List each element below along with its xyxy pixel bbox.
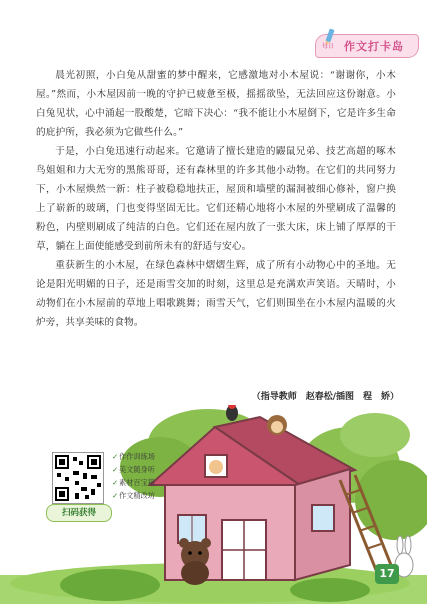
paragraph-2: 于是，小白兔迅速行动起来。它邀请了擅长建造的鼹鼠兄弟、技艺高超的啄木鸟姐姐和力大无穷的黑熊哥哥，还有森林里的许多其他小动物。在它们的共同努力下，小木屋焕然一新：柱子被稳稳地扶正，屋顶和墙壁的漏洞被细心修补，窗户换上了崭新的玻璃，门也变得坚固无比。它们还精心地将小木屋的外壁刷成了温馨的粉色，内壁则刷成了纯洁的白色。它们还在屋内放了一张大床，床上铺了厚厚的干草，躺在上面使能感受到前所未有的舒适与安心。 [36, 146, 396, 252]
badge-title: 作文打卡岛 [344, 40, 404, 53]
list-item[interactable]: ✓素材百宝箱 [112, 478, 155, 487]
check-icon: ✓ [112, 491, 119, 500]
qr-icon [53, 453, 103, 503]
page-number: 17 [375, 564, 399, 584]
check-icon: ✓ [112, 478, 119, 487]
list-item[interactable]: ✓作文精改坊 [112, 491, 155, 500]
list-item[interactable]: ✓作作训练场 [112, 452, 155, 461]
credit-line: （指导教师 赵春松/插图 程 娇） [251, 392, 399, 402]
article-body [36, 66, 396, 332]
resource-list [112, 450, 155, 502]
check-icon: ✓ [112, 465, 119, 474]
scan-label: 扫码获得 [46, 504, 112, 522]
column-badge [315, 34, 419, 58]
check-icon: ✓ [112, 452, 119, 461]
badge-small-text: 每日 [322, 43, 335, 50]
list-item[interactable]: ✓美文随身听 [112, 465, 155, 474]
paragraph-3: 重获新生的小木屋，在绿色森林中熠熠生辉，成了所有小动物心中的圣地。无论是阳光明媚的日子，还是雨雪交加的时刻，这里总是充满欢声笑语。天晴时，小动物们在小木屋前的草地上唱歌跳舞；雨雪天气，它们则围坐在小木屋内温暖的火炉旁，共享美味的食物。 [36, 260, 396, 328]
paragraph-1: 晨光初照，小白兔从甜蜜的梦中醒来，它感激地对小木屋说：“谢谢你，小木屋。”然而，小木屋因前一晚的守护已疲惫至极，摇摇欲坠，无法回应这份谢意。小白兔见状，心中涌起一股酸楚，它暗下决心：“我不能让小木屋倒下，它是许多生命的庇护所，我必须为它做些什么。” [36, 70, 396, 138]
qr-code[interactable] [52, 452, 104, 504]
